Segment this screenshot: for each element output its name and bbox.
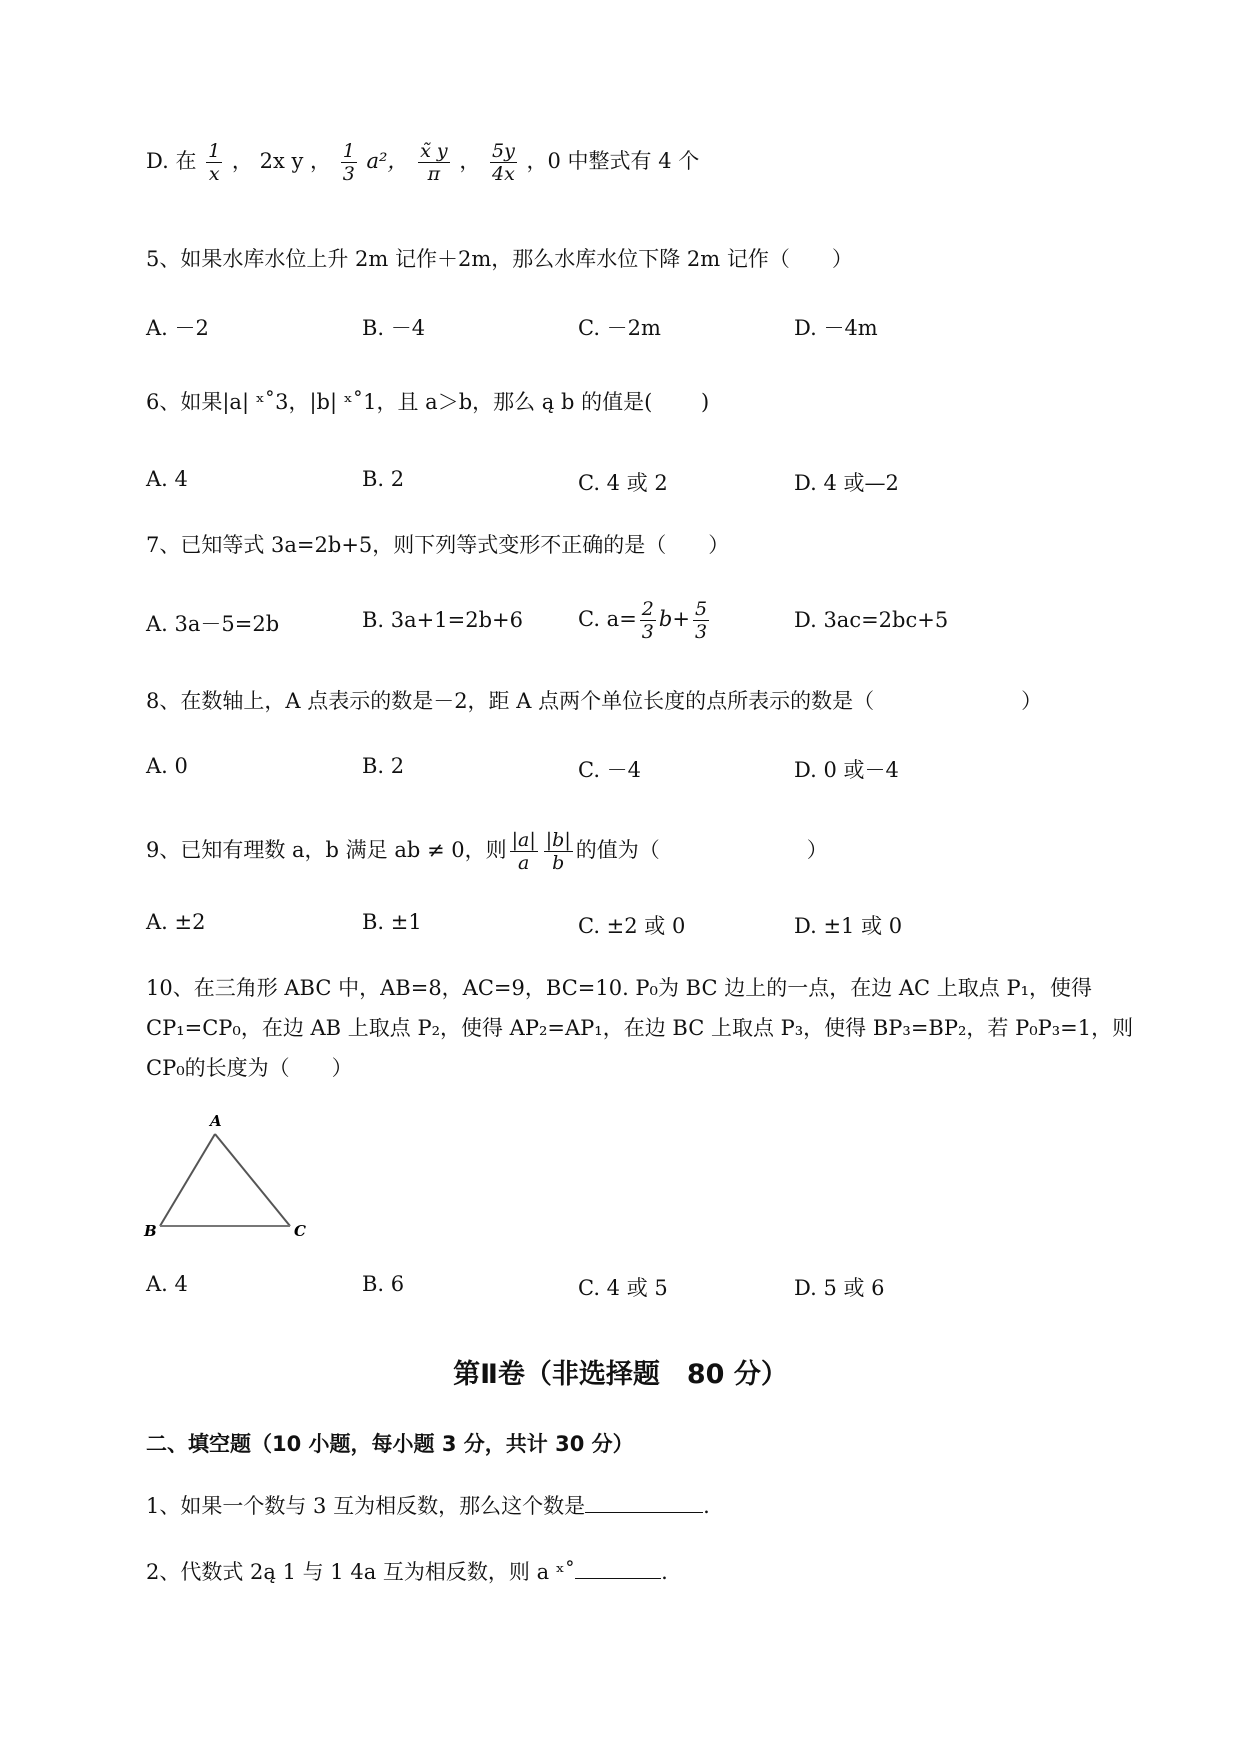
fraction: $\frac{2}{3}$ bbox=[641, 598, 654, 643]
triangle-figure bbox=[140, 1110, 340, 1250]
option-c[interactable]: C. a= $\frac{2}{3}$ b+ $\frac{5}{3}$ bbox=[578, 598, 708, 643]
vertex-c-label: C bbox=[294, 1222, 306, 1240]
fill-question-2: 2、代数式 2ą 1 与 1 4a 互为相反数，则 a ˣ˚ . bbox=[146, 1560, 668, 1584]
option-c[interactable]: C. ±2 或 0 bbox=[578, 914, 686, 938]
q7-stem: 7、已知等式 3a=2b+5，则下列等式变形不正确的是（ ） bbox=[146, 533, 730, 557]
option-c[interactable]: C. －4 bbox=[578, 758, 642, 782]
q5-options bbox=[146, 312, 1046, 342]
answer-blank[interactable] bbox=[575, 1558, 661, 1579]
fill-question-1: 1、如果一个数与 3 互为相反数，那么这个数是 . bbox=[146, 1494, 710, 1518]
option-b[interactable]: B. 6 bbox=[362, 1272, 405, 1296]
option-a[interactable]: A. 0 bbox=[146, 754, 188, 778]
q7-options bbox=[146, 598, 1046, 648]
answer-blank[interactable] bbox=[585, 1492, 703, 1513]
option-a[interactable]: A. 3a－5=2b bbox=[146, 612, 280, 636]
option-a[interactable]: A. 4 bbox=[146, 467, 188, 491]
q6-options bbox=[146, 467, 1046, 497]
option-b[interactable]: B. 2 bbox=[362, 467, 405, 491]
option-d[interactable]: D. 3ac=2bc+5 bbox=[794, 608, 949, 632]
option-a[interactable]: A. 4 bbox=[146, 1272, 188, 1296]
q10-options bbox=[146, 1272, 1046, 1302]
q10-stem: 10、在三角形 ABC 中，AB=8，AC=9，BC=10. P₀为 BC 边上的一点，在边 AC 上取点 P₁，使得 CP₁=CP₀，在边 AB 上取点 P₂，使得 AP₂=AP₁，在边 BC 上取点 P₃，使得 BP₃=BP₂，若 P₀P₃=1，则 CP₀的长度为（ ） bbox=[146, 976, 1134, 1080]
vertex-a-label: A bbox=[210, 1112, 222, 1130]
option-d[interactable]: D. 0 或－4 bbox=[794, 758, 899, 782]
q4-option-d: D. 在 $\frac{1}{x}$ ， 2x y ， $\frac{1}{3}$ a²， $\frac{x̃ y}{\pi}$ ， $\frac{5y}{4x}$ ，0 中整式有 4 个 bbox=[146, 140, 700, 185]
fraction: $\frac{1}{x}$ bbox=[208, 140, 221, 185]
option-b[interactable]: B. ±1 bbox=[362, 910, 422, 934]
option-d[interactable]: D. －4m bbox=[794, 316, 878, 340]
fraction: $\frac{5}{3}$ bbox=[694, 598, 708, 643]
option-d[interactable]: D. 4 或—2 bbox=[794, 471, 899, 495]
fraction: $\frac{x̃ y}{\pi}$ bbox=[420, 140, 448, 185]
option-b[interactable]: B. 3a+1=2b+6 bbox=[362, 608, 523, 632]
fraction: $\frac{5y}{4x}$ bbox=[492, 140, 515, 185]
q6-stem: 6、如果|a| ˣ˚3，|b| ˣ˚1，且 a＞b，那么 ą b 的值是( ) bbox=[146, 390, 710, 414]
option-c[interactable]: C. －2m bbox=[578, 316, 661, 340]
q5-stem: 5、如果水库水位上升 2m 记作＋2m，那么水库水位下降 2m 记作（ ） bbox=[146, 247, 853, 271]
vertex-b-label: B bbox=[144, 1222, 157, 1240]
fraction: $\frac{1}{3}$ bbox=[342, 140, 355, 185]
fraction: $\frac{|b|}{b}$ bbox=[545, 829, 571, 874]
section-heading: 二、填空题（10 小题，每小题 3 分，共计 30 分） bbox=[146, 1432, 634, 1456]
option-c[interactable]: C. 4 或 2 bbox=[578, 471, 668, 495]
q8-stem: 8、在数轴上，A 点表示的数是－2，距 A 点两个单位长度的点所表示的数是（ ） bbox=[146, 689, 1043, 713]
option-a[interactable]: A. ±2 bbox=[146, 910, 206, 934]
option-d[interactable]: D. 5 或 6 bbox=[794, 1276, 885, 1300]
option-c[interactable]: C. 4 或 5 bbox=[578, 1276, 668, 1300]
option-a[interactable]: A. －2 bbox=[146, 316, 209, 340]
option-d[interactable]: D. ±1 或 0 bbox=[794, 914, 903, 938]
option-b[interactable]: B. －4 bbox=[362, 316, 426, 340]
option-b[interactable]: B. 2 bbox=[362, 754, 405, 778]
fraction: $\frac{|a|}{a}$ bbox=[511, 829, 536, 874]
q8-options bbox=[146, 754, 1046, 784]
part-title: 第Ⅱ卷（非选择题 80 分） bbox=[453, 1359, 788, 1390]
q9-options bbox=[146, 910, 1046, 940]
q9-stem: 9、已知有理数 a，b 满足 ab ≠ 0，则 $\frac{|a|}{a}$ $\frac{|b|}{b}$ 的值为（ ） bbox=[146, 829, 828, 874]
